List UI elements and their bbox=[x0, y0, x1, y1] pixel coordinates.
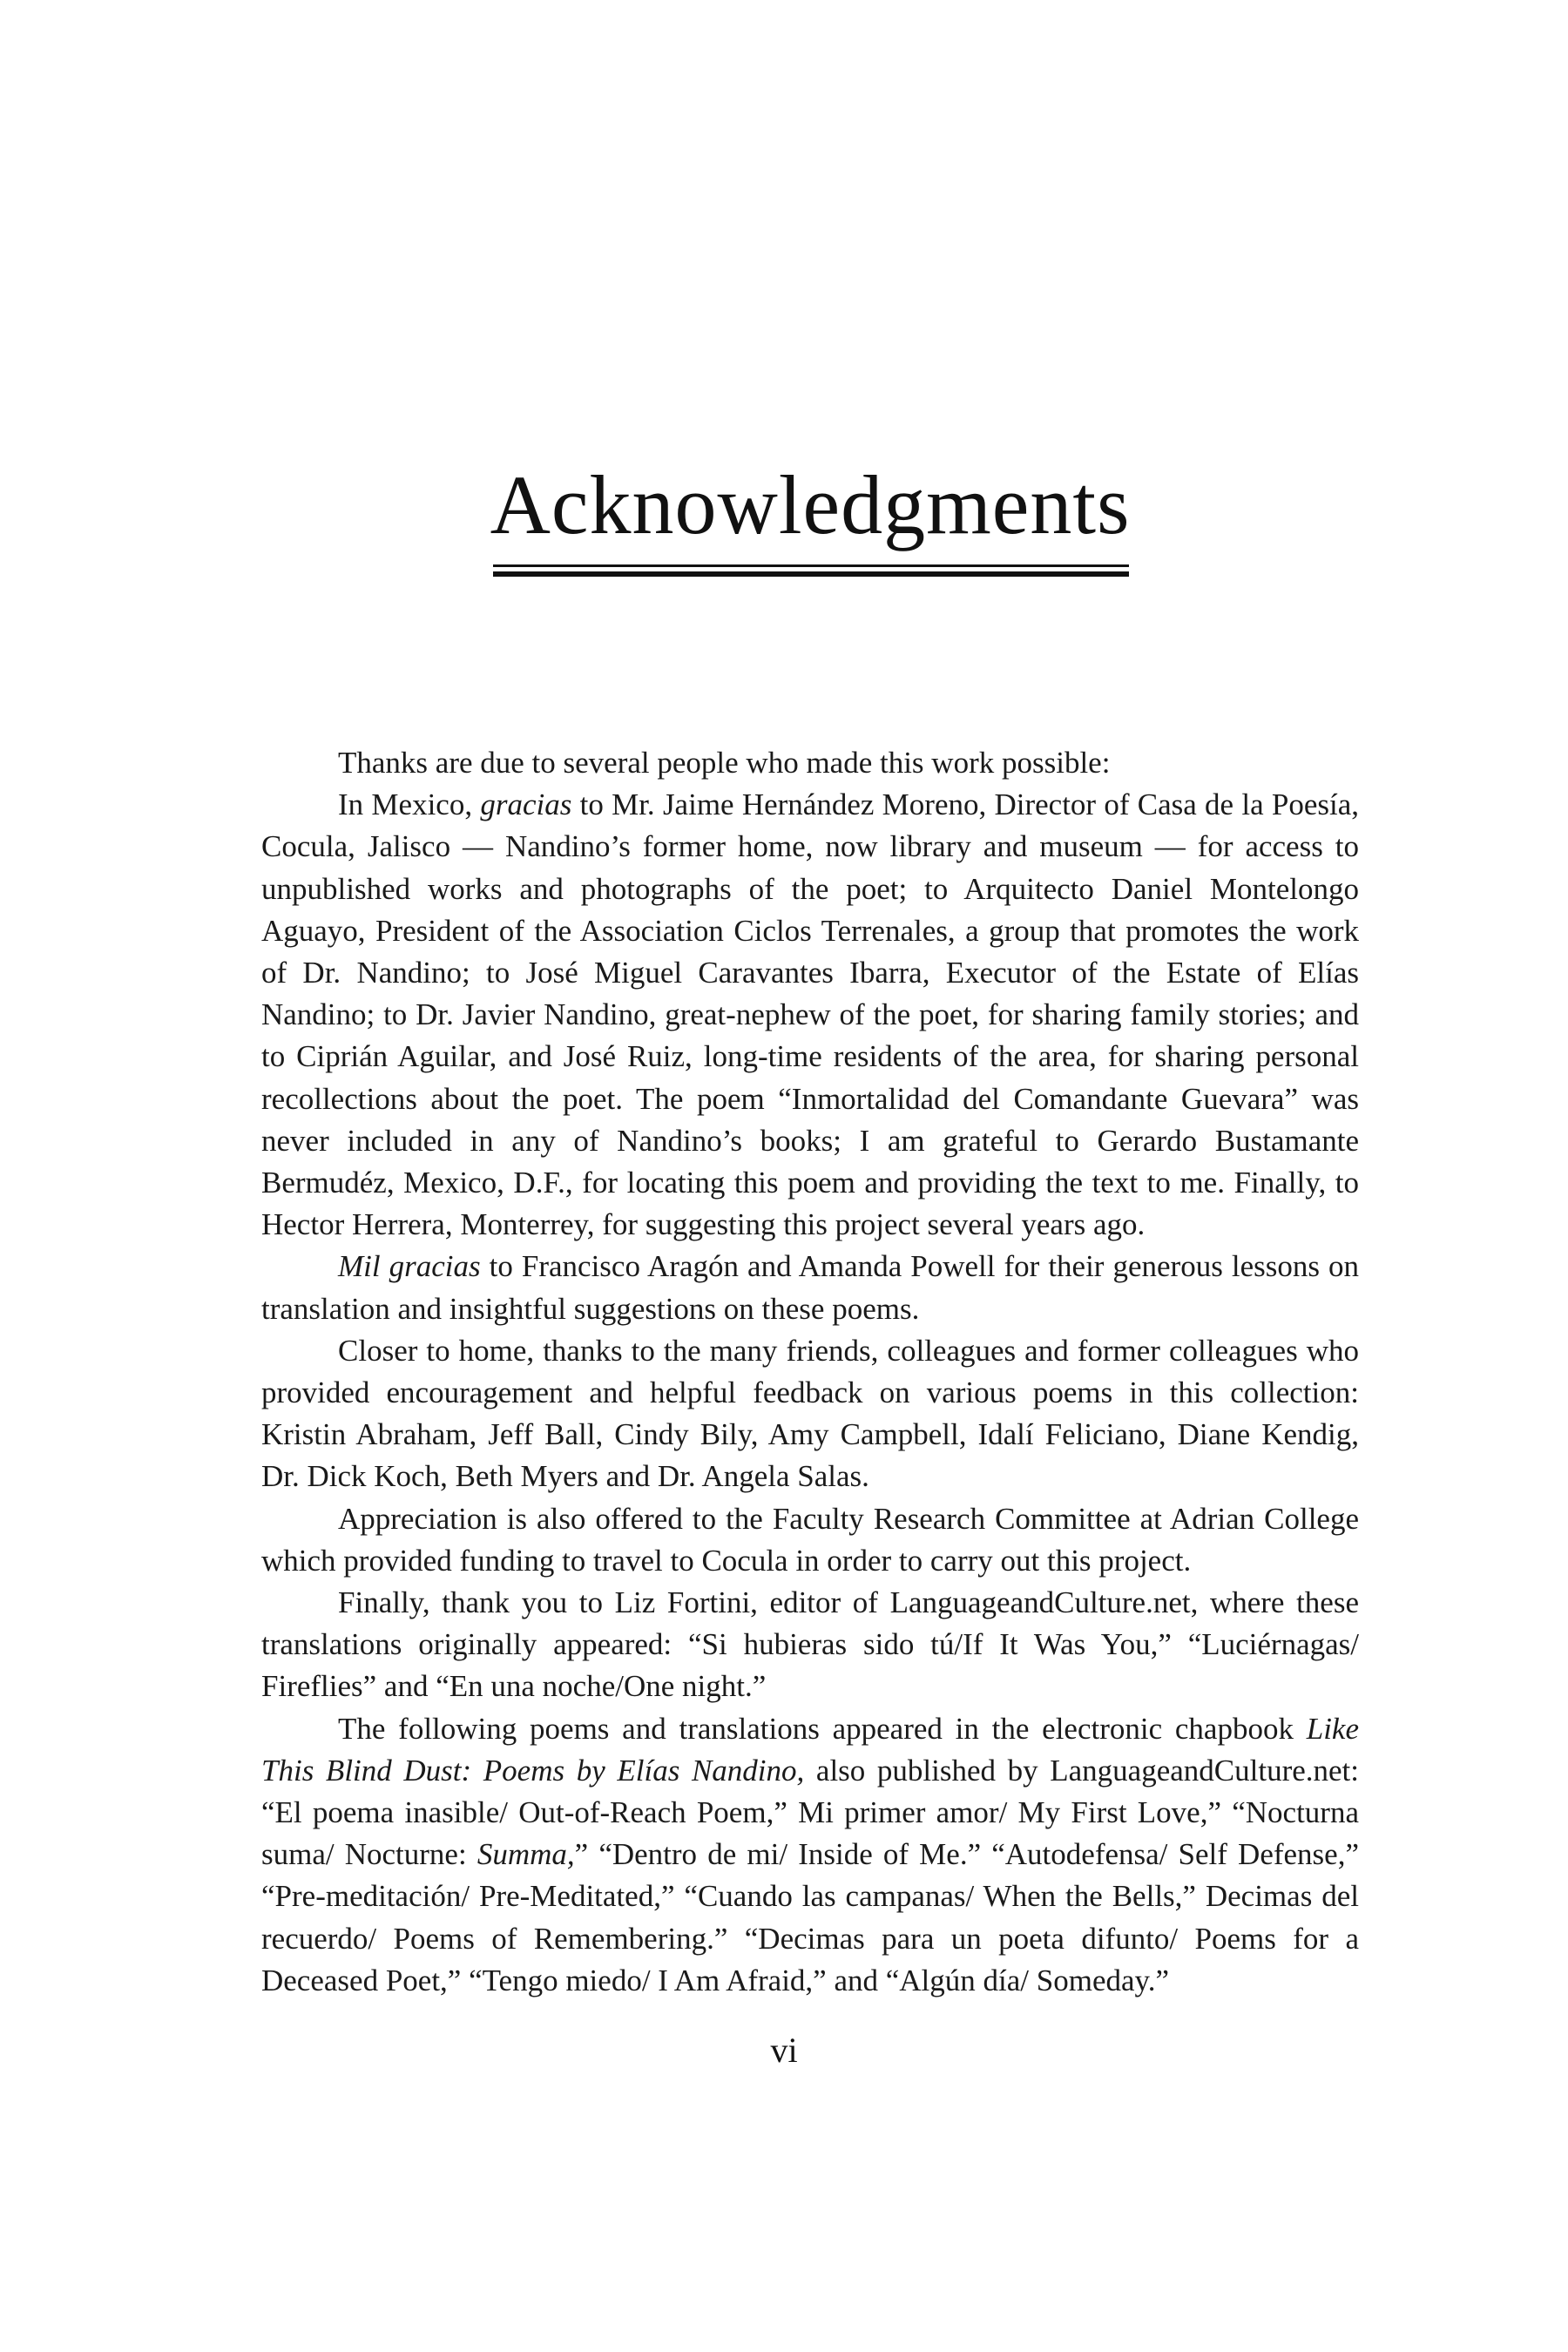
chapbook-summa: Summa, bbox=[476, 1837, 575, 1872]
acknowledgments-body bbox=[261, 742, 1359, 2002]
paragraph-mexico bbox=[261, 784, 1359, 1246]
title-rule-thin bbox=[493, 564, 1129, 567]
mil-gracias-text: to Francisco Aragón and Amanda Powell for their generous lessons on translation and insightful suggestions on these poems. bbox=[261, 1249, 1359, 1326]
chapbook-text-end: ” “Dentro de mi/ Inside of Me.” “Autodefensa/ Self Defense,” “Pre-meditación/ Pre-Meditated,” “Cuando las campanas/ When the Bells,” Decimas del recuerdo/ Poems of Remembering.” “Decimas para un poeta difunto/ Poems for a Deceased Poet,” “Tengo miedo/ I Am Afraid,” and “Algún día/ Someday.” bbox=[261, 1837, 1359, 1997]
mexico-gracias: gracias bbox=[480, 787, 572, 822]
paragraph-finally: Finally, thank you to Liz Fortini, editor of LanguageandCulture.net, where these translations originally appeared: “Si hubieras sido tú/If It Was You,” “Luciérnagas/ Fireflies” and “En una noche/One night.” bbox=[261, 1585, 1359, 1704]
paragraph-mil-gracias bbox=[261, 1246, 1359, 1329]
mexico-text: to Mr. Jaime Hernández Moreno, Director of Casa de la Poesía, Cocula, Jalisco — Nandino’s former home, now library and museum — for access to unpublished works and photographs of the poet; to Arquitecto Daniel Montelongo Aguayo, President of the Association Ciclos Terrenales, a group that promotes the work of Dr. Nandino; to José Miguel Caravantes Ibarra, Executor of the Estate of Elías Nandino; to Dr. Javier Nandino, great-nephew of the poet, for sharing family stories; and to Ciprián Aguilar, and José Ruiz, long-time residents of the area, for sharing personal recollections about the poet. The poem “Inmortalidad del Comandante Guevara” was never included in any of Nandino’s books; I am grateful to Gerardo Bustamante Bermudéz, Mexico, D.F., for locating this poem and providing the text to me. Finally, to Hector Herrera, Monterrey, for suggesting this project several years ago. bbox=[261, 787, 1359, 1242]
chapbook-lead: The following poems and translations appeared in the electronic chapbook bbox=[338, 1711, 1307, 1746]
mil-gracias-lead: Mil gracias bbox=[338, 1249, 481, 1284]
paragraph-chapbook bbox=[261, 1708, 1359, 2002]
chapbook-text: also published by LanguageandCulture.net: “El poema inasible/ Out-of-Reach Poem,” Mi primer amor/ My First Love,” “Nocturna suma/ Nocturne: bbox=[261, 1753, 1359, 1872]
paragraph-closer-to-home: Closer to home, thanks to the many friends, colleagues and former colleagues who provided encouragement and helpful feedback on various poems in this collection: Kristin Abraham, Jeff Ball, Cindy Bily, Amy Campbell, Idalí Feliciano, Diane Kendig, Dr. Dick Koch, Beth Myers and Dr. Angela Salas. bbox=[261, 1333, 1359, 1494]
page-number: vi bbox=[770, 2031, 798, 2070]
paragraph-intro: Thanks are due to several people who made this work possible: bbox=[338, 746, 1111, 780]
title-rule-thick bbox=[493, 571, 1129, 577]
chapbook-title: Like This Blind Dust: Poems by Elías Nandino, bbox=[261, 1711, 1359, 1788]
mexico-lead: In Mexico, bbox=[338, 787, 481, 822]
paragraph-appreciation: Appreciation is also offered to the Faculty Research Committee at Adrian College which provided funding to travel to Cocula in order to carry out this project. bbox=[261, 1501, 1359, 1578]
page-title: Acknowledgments bbox=[490, 458, 1131, 551]
